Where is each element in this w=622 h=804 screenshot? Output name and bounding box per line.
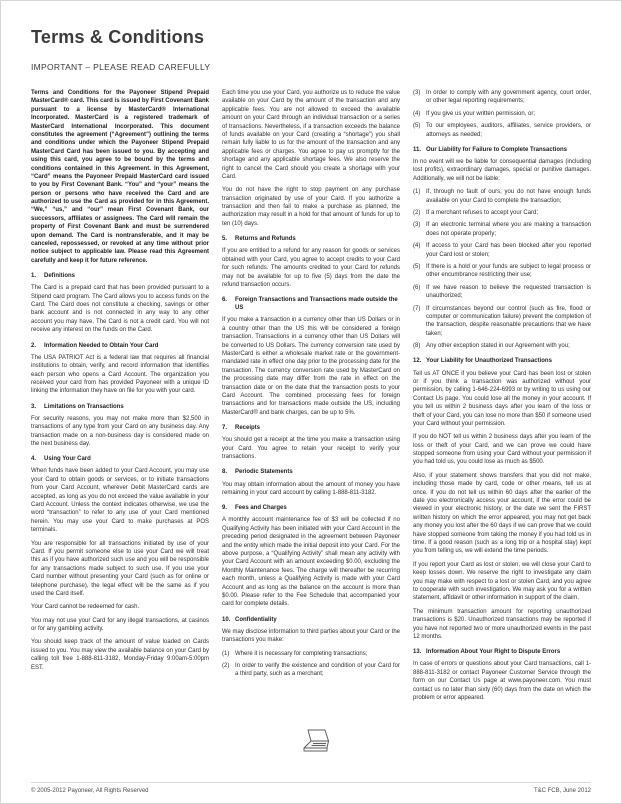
paragraph: You may not use your Card for any illegal transactions, at casinos or for any gambling activity.	[31, 617, 209, 633]
list-text: Any other exception stated in our Agreement with you;	[426, 343, 570, 350]
list-item	[413, 342, 591, 350]
paragraph: For security reasons, you may not make more than $2,500 in transactions of any type from your Card on any business day. Any transaction made on a non-business day is considered made on the next business day.	[31, 415, 209, 447]
list-text: Where it is necessary for completing transactions;	[235, 650, 368, 657]
list-text: If access to your Card has been blocked after you reported your Card lost or stolen;	[426, 243, 591, 258]
list-item	[222, 662, 400, 679]
paragraph: You should keep track of the amount of value loaded on Cards issued to you. You may view the available balance on your Card by calling toll free 1-888-811-3182, Monday-Friday 9:00am-5:00pm EST.	[31, 639, 209, 671]
list-item	[413, 284, 591, 301]
paragraph: You are responsible for all transactions initiated by use of your Card. If you permit someone else to use your Card we will treat this as if you have authorized such use and you will be responsible for any transactions made subject to such use. If you use your Card number without presenting your Card (such as for online or telephone purchase), the legal effect will be the same as if you used the Card itself.	[31, 540, 209, 597]
section-heading-confidentiality	[222, 616, 400, 624]
section-title: Periodic Statements	[235, 469, 293, 476]
page-title: Terms & Conditions	[31, 27, 205, 47]
section-title: Using Your Card	[44, 456, 91, 463]
section-number: 3.	[31, 403, 37, 410]
list-text: If a merchant refuses to accept your Card;	[426, 210, 539, 216]
list-number: (5)	[413, 263, 421, 270]
list-number: (2)	[222, 662, 230, 669]
section-number: 5.	[222, 236, 228, 243]
paragraph: Each time you use your Card, you authorize us to reduce the value available on your Card by the amount of the transaction and any applicable fees. You are not allowed to exceed the available amount on your Card through an individual transaction or a series of transactions. Nevertheless, if a transaction exceeds the balance of funds available on your Card (creating a “shortage”) you shall remain fully liable to us for the amount of the transaction and any applicable fees or charges. You agree to pay us promptly for the shortage and any applicable shortage fees. We also reserve the right to cancel the Card should you create a shortage with your Card.	[222, 90, 400, 180]
list-text: If an electronic terminal where you are making a transaction does not operate properly;	[426, 222, 591, 237]
section-number: 11.	[413, 146, 422, 153]
list-number: (8)	[413, 343, 421, 350]
list-number: (1)	[413, 189, 421, 196]
section-title: Your Liability for Unauthorized Transactions	[426, 358, 552, 365]
laptop-illustration	[299, 728, 333, 759]
section-title: Limitations on Transactions	[44, 403, 124, 410]
list-item	[413, 89, 591, 106]
section-heading-information-needed	[31, 342, 209, 350]
list-text: To our employees, auditors, affiliates, service providers, or attorneys as needed;	[426, 123, 591, 138]
list-text: If we have reason to believe the requested transaction is unauthorized;	[426, 284, 591, 300]
paragraph: If you report your Card as lost or stolen, we will close your Card to keep losses down. We reserve the right to investigate any claim you may make with respect to a lost or stolen Card, and you agree to cooperate with such investigation. We may ask you for a written statement, affidavit or other information in support of the claim.	[413, 561, 591, 602]
section-heading-limitations	[31, 403, 209, 411]
list-number: (1)	[222, 650, 230, 657]
paragraph: Also, if your statement shows transfers that you did not make, including those made by card, code or other means, tell us at once. If you do not tell us within 60 days after the earlier of the date you electronically access your account, if the error could be viewed in your electronic history, or the date we sent the FIRST written history on which the error appeared, you may not get back any money you lost after the 60 days if we can prove that we could have stopped someone from taking the money if you had told us in time. If a good reason (such as a long trip or a hospital stay) kept you from telling us, we will extend the time periods.	[413, 472, 591, 555]
list-item	[413, 209, 591, 217]
paragraph: In case of errors or questions about your Card transactions, call 1-888-811-3182 or contact Payoneer Customer Service through the form on our Contact Us page at www.payoneer.com. You must contact us no later than sixty (60) days from the date on which the problem or error appeared.	[413, 661, 591, 701]
paragraph: You should get a receipt at the time you make a transaction using your Card. You agree to retain your receipt to verify your transactions.	[222, 437, 400, 461]
section-heading-fees-charges	[222, 504, 400, 512]
list-number: (4)	[413, 243, 421, 250]
section-title: Receipts	[235, 425, 261, 432]
paragraph: If you make a transaction in a currency other than US Dollars or in a country other than the US this will be considered a foreign transaction. Transactions in a currency other than US Dollars will be converted to US Dollars. The currency conversion rate used by MasterCard is either a wholesale market rate or the government-mandated rate in effect one day prior to the processing date for the transaction. The currency conversion rate used by MasterCard on the processing date may differ from the rate in effect on the transaction date or on the date that the transaction posts to your Card Account. The combined processing fees for foreign transactions and for transactions made outside the US, including MasterCard® and bank charges, can be up to 5%.	[222, 317, 400, 416]
paragraph: Tell us AT ONCE if you believe your Card has been lost or stolen or if you think a transaction was authorized without your permission, by calling 1-646-224-6993 or by writing to us using our Contact Us page. You could lose all the money in your account. If you tell us within 2 business days after you learn of the loss or theft of your Card, you can lose no more than $50 if someone used your Card without your permission.	[413, 370, 591, 427]
list-number: (7)	[413, 305, 421, 312]
section-title: Foreign Transactions and Transactions made outside the US	[235, 297, 398, 312]
section-number: 7.	[222, 425, 228, 432]
section-title: Returns and Refunds	[235, 236, 296, 243]
list-item	[413, 122, 591, 139]
section-title: Confidentiality	[235, 616, 277, 623]
section-number: 1.	[31, 273, 37, 280]
paragraph: The Card is a prepaid card that has been provided pursuant to a Stipend card program. The Card allows you to access funds on the Card. The Card does not constitute a checking, savings or other bank account and is not connected in any way to any other account you may have. The Card is not a credit card. You will not receive any interest on the funds on the Card.	[31, 285, 209, 334]
list-text: If, through no fault of ours, you do not have enough funds available on your Card to complete the transaction;	[426, 189, 591, 204]
list-number: (6)	[413, 284, 421, 291]
section-heading-foreign-transactions	[222, 296, 400, 312]
section-heading-dispute-errors	[413, 648, 591, 656]
list-item	[413, 188, 591, 205]
section-title: Definitions	[44, 273, 75, 280]
paragraph: The USA PATRIOT Act is a federal law that requires all financial institutions to obtain, verify, and record information that identifies each person who opens a Card Account. The organization you received your card from has provided Payoneer with a unique ID linking the information they have on file for you with your card.	[31, 354, 209, 395]
section-title: Information Needed to Obtain Your Card	[44, 342, 159, 349]
intro-paragraph: Terms and Conditions for the Payoneer Stipend Prepaid MasterCard® card. This card is issued by First Covenant Bank pursuant to a license by MasterCard® International Incorporated. MasterCard is a registered trademark of MasterCard International Incorporated. This document constitutes the agreement (“Agreement”) outlining the terms and conditions under which the Payoneer Stipend Prepaid MasterCard Card has been issued to you. By accepting and using this card, you agree to be bound by the terms and conditions contained in this Agreement. In this Agreement, “Card” means the Payoneer Prepaid MasterCard card issued to you by First Covenant Bank. “You” and “your” means the person or persons who have received the Card and are authorized to use the Card as provided for in this Agreement. “We,” “us,” and “our” mean First Covenant Bank, our successors, affiliates or assignees. The Card will remain the property of First Covenant Bank and must be surrendered upon demand. The Card is nontransferable, and it may be canceled, repossessed, or revoked at any time without prior notice subject to applicable law. Please read this Agreement carefully and keep it for future reference.	[31, 90, 209, 264]
column-3	[413, 89, 591, 707]
document-body	[1, 72, 621, 707]
laptop-icon	[299, 728, 333, 754]
list-text: If circumstances beyond our control (such as fire, flood or computer or communication failure) prevent the completion of the transaction, despite reasonable precautions that we have taken;	[426, 305, 591, 337]
section-title: Information About Your Right to Dispute Errors	[426, 649, 561, 656]
page-subtitle: IMPORTANT – PLEASE READ CAREFULLY	[31, 62, 211, 72]
version-text: T&C FCB, June 2012	[533, 788, 591, 794]
section-heading-our-liability	[413, 146, 591, 154]
paragraph: Your Card cannot be redeemed for cash.	[31, 604, 140, 611]
document-footer	[31, 782, 591, 794]
section-heading-your-liability	[413, 357, 591, 365]
section-heading-using-your-card	[31, 455, 209, 463]
paragraph: In no event will we be liable for consequential damages (including lost profits), extraordinary damages, special or punitive damages. Additionally, we will not be liable:	[413, 159, 591, 182]
section-heading-periodic-statements	[222, 468, 400, 476]
list-item	[413, 110, 591, 118]
list-number: (3)	[413, 90, 421, 96]
list-item	[413, 263, 591, 280]
list-text: If there is a hold or your funds are subject to legal process or other encumbrance restricting their use;	[426, 263, 591, 279]
section-title: Our Liability for Failure to Complete Transactions	[426, 146, 568, 153]
column-1	[31, 89, 209, 677]
section-number: 12.	[413, 358, 422, 365]
list-number: (3)	[413, 222, 421, 229]
list-item	[222, 650, 400, 658]
copyright-text: © 2005-2012 Payoneer, All Rights Reserved	[31, 788, 149, 794]
section-number: 2.	[31, 342, 37, 349]
section-heading-receipts	[222, 424, 400, 432]
list-number: (4)	[413, 110, 421, 117]
paragraph: If you are entitled to a refund for any reason for goods or services obtained with your Card, you agree to accept credits to your Card for such refunds. The amounts credited to your Card for refunds may not be available for up to five (5) days from the date the refund transaction occurs.	[222, 248, 400, 288]
section-heading-returns-refunds	[222, 235, 400, 243]
paragraph: When funds have been added to your Card Account, you may use your Card to obtain goods or services, or to initiate transactions from your Card Account, wherever Debit MasterCard cards are accepted, as long as you do not exceed the value available in your Card Account. Unless the context indicates otherwise, we use the word “transaction” to refer to any use of your Card mentioned herein. You may use your Card to make purchases at POS terminals.	[31, 468, 209, 534]
paragraph: You do not have the right to stop payment on any purchase transaction originated by use of your Card. If you authorize a transaction and then fail to make a purchase as planned, the authorization may result in a hold for that amount of funds for up to ten (10) days.	[222, 187, 400, 227]
column-2	[222, 89, 400, 683]
section-number: 8.	[222, 469, 228, 476]
paragraph: A monthly account maintenance fee of $3 will be collected if no Qualifying Activity has been initiated with your Card Account in the preceding period designated in the agreement between Payoneer and the entity which made the initial deposit into your Card. For the above purpose, a “Qualifying Activity” shall mean any activity with your Card Account with an amount exceeding $0.00, excluding the Monthly Maintenance fees. The charge will thereafter be recurring each month, unless a Qualifying Activity is made with your Card Account and as long as the balance on the account is more than $0.00. Please refer to the Fee Schedule that accompanied your card for complete details.	[222, 517, 400, 608]
section-number: 4.	[31, 456, 37, 463]
paragraph: We may disclose information to third parties about your Card or the transactions you make:	[222, 628, 400, 644]
document-header	[1, 1, 621, 72]
section-heading-definitions	[31, 272, 209, 280]
paragraph: The minimum transaction amount for reporting unauthorized transactions is $20. Unauthorized transactions may be reported if you have not reported two or more unauthorized events in the past 12 months.	[413, 608, 591, 640]
section-number: 13.	[413, 649, 422, 656]
list-text: In order to comply with any government agency, court order, or other legal reporting requirements;	[426, 90, 591, 105]
section-title: Fees and Charges	[235, 505, 287, 512]
paragraph: You may obtain information about the amount of money you have remaining in your card account by calling 1-888-811-3182.	[222, 481, 400, 496]
section-number: 9.	[222, 505, 228, 512]
list-text: In order to verify the existence and condition of your Card for a third party, such as a merchant;	[235, 662, 400, 678]
section-number: 6.	[222, 297, 228, 304]
paragraph: If you do NOT tell us within 2 business days after you learn of the loss or theft of your Card, and we can prove we could have stopped someone from using your Card without your permission if you had told us, you could lose as much as $500.	[413, 434, 591, 466]
list-item	[413, 305, 591, 339]
list-number: (5)	[413, 123, 421, 130]
section-number: 10.	[222, 616, 231, 623]
list-item	[413, 221, 591, 238]
list-text: If you give us your written permission, or;	[426, 110, 536, 117]
list-item	[413, 242, 591, 259]
list-number: (2)	[413, 210, 421, 216]
